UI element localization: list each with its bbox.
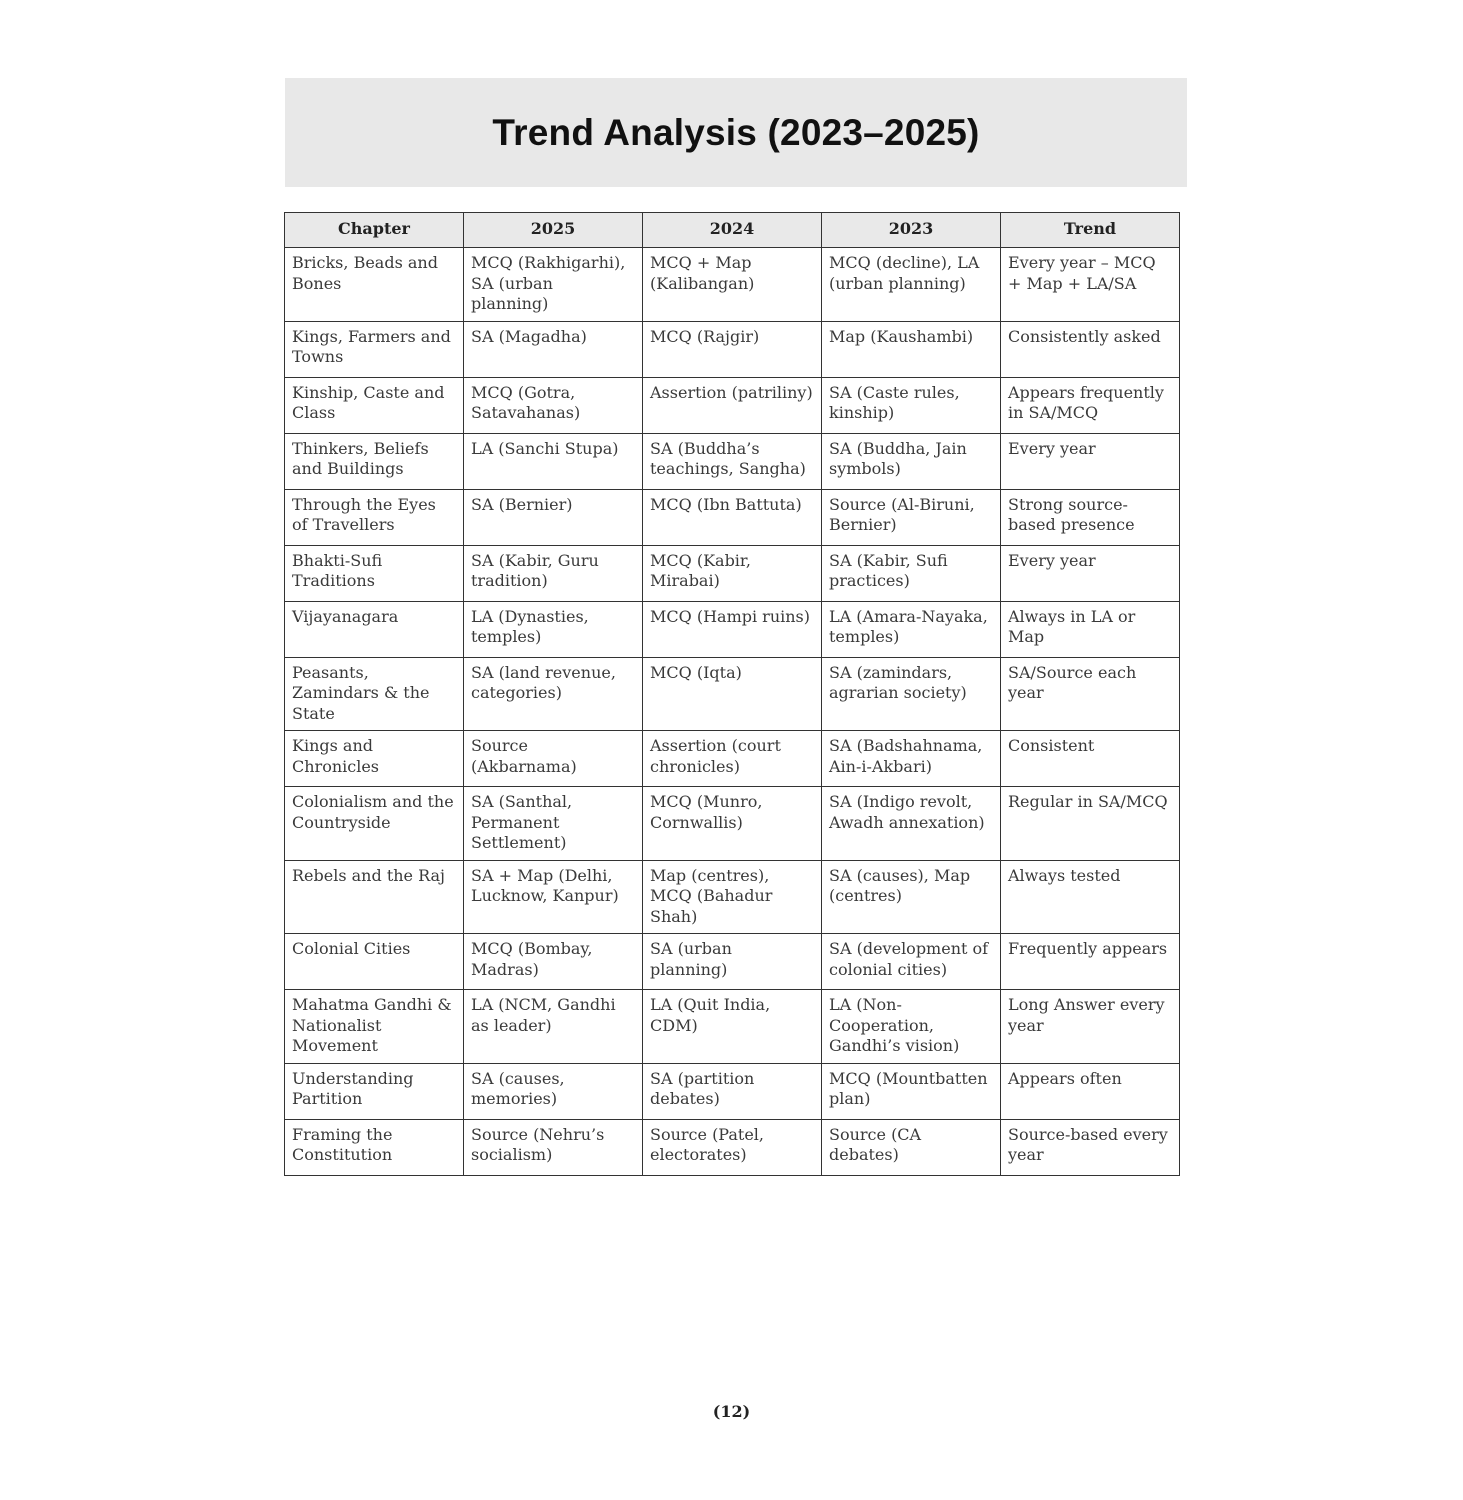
year-2025-cell: LA (Sanchi Stupa)	[464, 433, 643, 489]
chapter-cell: Bricks, Beads and Bones	[285, 248, 464, 322]
trend-cell: Regular in SA/MCQ	[1001, 787, 1180, 861]
chapter-cell: Bhakti-Sufi Traditions	[285, 545, 464, 601]
year-2025-cell: SA (Kabir, Guru tradition)	[464, 545, 643, 601]
table-row	[285, 1063, 1180, 1119]
table-row	[285, 601, 1180, 657]
year-2024-cell: SA (urban planning)	[643, 934, 822, 990]
chapter-cell: Kinship, Caste and Class	[285, 377, 464, 433]
year-2025-cell: Source (Akbarnama)	[464, 731, 643, 787]
trend-cell: Appears frequently in SA/MCQ	[1001, 377, 1180, 433]
year-2023-cell: SA (Kabir, Sufi practices)	[822, 545, 1001, 601]
table-row	[285, 1119, 1180, 1175]
column-header: Trend	[1001, 213, 1180, 248]
year-2023-cell: SA (zamindars, agrarian society)	[822, 657, 1001, 731]
year-2024-cell: SA (partition debates)	[643, 1063, 822, 1119]
year-2024-cell: MCQ (Munro, Cornwallis)	[643, 787, 822, 861]
trend-cell: Appears often	[1001, 1063, 1180, 1119]
year-2023-cell: LA (Amara-Nayaka, temples)	[822, 601, 1001, 657]
year-2025-cell: SA (Magadha)	[464, 321, 643, 377]
table-row	[285, 657, 1180, 731]
year-2025-cell: Source (Nehru’s socialism)	[464, 1119, 643, 1175]
year-2023-cell: SA (Caste rules, kinship)	[822, 377, 1001, 433]
year-2024-cell: LA (Quit India, CDM)	[643, 990, 822, 1064]
table-row	[285, 377, 1180, 433]
year-2024-cell: MCQ (Kabir, Mirabai)	[643, 545, 822, 601]
trend-cell: Always tested	[1001, 860, 1180, 934]
year-2023-cell: Source (Al-Biruni, Bernier)	[822, 489, 1001, 545]
year-2025-cell: SA + Map (Delhi, Lucknow, Kanpur)	[464, 860, 643, 934]
chapter-cell: Framing the Constitution	[285, 1119, 464, 1175]
chapter-cell: Colonial Cities	[285, 934, 464, 990]
column-header: 2024	[643, 213, 822, 248]
year-2024-cell: MCQ (Ibn Battuta)	[643, 489, 822, 545]
column-header: Chapter	[285, 213, 464, 248]
year-2025-cell: MCQ (Bombay, Madras)	[464, 934, 643, 990]
chapter-cell: Colonialism and the Countryside	[285, 787, 464, 861]
year-2025-cell: SA (Bernier)	[464, 489, 643, 545]
year-2024-cell: MCQ (Rajgir)	[643, 321, 822, 377]
year-2024-cell: Assertion (patriliny)	[643, 377, 822, 433]
trend-cell: Frequently appears	[1001, 934, 1180, 990]
chapter-cell: Thinkers, Beliefs and Buildings	[285, 433, 464, 489]
year-2023-cell: Map (Kaushambi)	[822, 321, 1001, 377]
table-row	[285, 321, 1180, 377]
year-2025-cell: SA (Santhal, Permanent Settlement)	[464, 787, 643, 861]
year-2023-cell: SA (causes), Map (centres)	[822, 860, 1001, 934]
trend-cell: Every year	[1001, 545, 1180, 601]
page-number: (12)	[712, 1402, 751, 1421]
trend-cell: Consistent	[1001, 731, 1180, 787]
year-2025-cell: MCQ (Gotra, Satavahanas)	[464, 377, 643, 433]
year-2024-cell: Assertion (court chronicles)	[643, 731, 822, 787]
trend-cell: SA/Source each year	[1001, 657, 1180, 731]
year-2023-cell: MCQ (decline), LA (urban planning)	[822, 248, 1001, 322]
year-2025-cell: SA (causes, memories)	[464, 1063, 643, 1119]
title-banner	[285, 78, 1187, 187]
year-2023-cell: SA (Badshahnama, Ain-i-Akbari)	[822, 731, 1001, 787]
trend-cell: Every year	[1001, 433, 1180, 489]
trend-cell: Source-based every year	[1001, 1119, 1180, 1175]
year-2023-cell: LA (Non-Cooperation, Gandhi’s vision)	[822, 990, 1001, 1064]
table-row	[285, 433, 1180, 489]
trend-cell: Strong source-based presence	[1001, 489, 1180, 545]
year-2025-cell: MCQ (Rakhigarhi), SA (urban planning)	[464, 248, 643, 322]
chapter-cell: Kings and Chronicles	[285, 731, 464, 787]
year-2023-cell: MCQ (Mountbatten plan)	[822, 1063, 1001, 1119]
year-2024-cell: MCQ (Iqta)	[643, 657, 822, 731]
table-row	[285, 934, 1180, 990]
chapter-cell: Through the Eyes of Travellers	[285, 489, 464, 545]
year-2023-cell: Source (CA debates)	[822, 1119, 1001, 1175]
trend-cell: Long Answer every year	[1001, 990, 1180, 1064]
trend-cell: Always in LA or Map	[1001, 601, 1180, 657]
year-2023-cell: SA (Indigo revolt, Awadh annexation)	[822, 787, 1001, 861]
table-row	[285, 545, 1180, 601]
table-row	[285, 860, 1180, 934]
trend-table	[284, 212, 1180, 1176]
table-row	[285, 489, 1180, 545]
chapter-cell: Peasants, Zamindars & the State	[285, 657, 464, 731]
trend-cell: Every year – MCQ + Map + LA/SA	[1001, 248, 1180, 322]
chapter-cell: Rebels and the Raj	[285, 860, 464, 934]
year-2024-cell: Map (centres), MCQ (Bahadur Shah)	[643, 860, 822, 934]
table-row	[285, 731, 1180, 787]
year-2023-cell: SA (development of colonial cities)	[822, 934, 1001, 990]
chapter-cell: Vijayanagara	[285, 601, 464, 657]
chapter-cell: Mahatma Gandhi & Nationalist Movement	[285, 990, 464, 1064]
table-row	[285, 990, 1180, 1064]
year-2024-cell: MCQ + Map (Kalibangan)	[643, 248, 822, 322]
year-2024-cell: MCQ (Hampi ruins)	[643, 601, 822, 657]
column-header: 2025	[464, 213, 643, 248]
table-header-row	[285, 213, 1180, 248]
chapter-cell: Understanding Partition	[285, 1063, 464, 1119]
table-row	[285, 787, 1180, 861]
year-2025-cell: LA (NCM, Gandhi as leader)	[464, 990, 643, 1064]
year-2025-cell: LA (Dynasties, temples)	[464, 601, 643, 657]
page-title: Trend Analysis (2023–2025)	[492, 111, 980, 153]
column-header: 2023	[822, 213, 1001, 248]
chapter-cell: Kings, Farmers and Towns	[285, 321, 464, 377]
year-2023-cell: SA (Buddha, Jain symbols)	[822, 433, 1001, 489]
year-2024-cell: Source (Patel, electorates)	[643, 1119, 822, 1175]
year-2025-cell: SA (land revenue, categories)	[464, 657, 643, 731]
trend-cell: Consistently asked	[1001, 321, 1180, 377]
table-row	[285, 248, 1180, 322]
year-2024-cell: SA (Buddha’s teachings, Sangha)	[643, 433, 822, 489]
